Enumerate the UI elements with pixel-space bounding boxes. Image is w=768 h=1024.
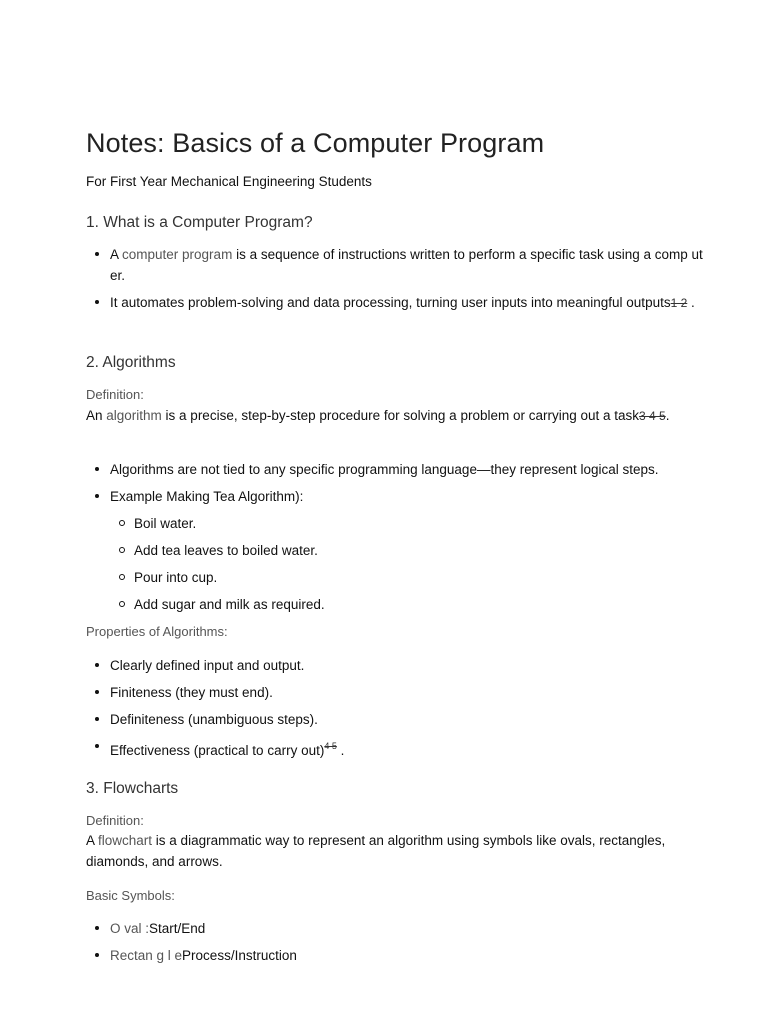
list-item: Add sugar and milk as required. (110, 594, 670, 615)
citation-marker[interactable]: 1 2 (670, 296, 688, 310)
list-item: Definiteness (unambiguous steps). (86, 709, 706, 730)
citation-marker[interactable]: 3 4 5 (639, 409, 666, 423)
symbol-name: Rectan g l e (110, 948, 183, 963)
symbol-description: Process/Instruction (182, 948, 297, 963)
list-item: A computer program is a sequence of instructions written to perform a specific task using a comp ut er. (86, 244, 706, 286)
properties-label: Properties of Algorithms: (86, 624, 228, 639)
list-item: Add tea leaves to boiled water. (110, 540, 670, 561)
list-item (86, 918, 706, 939)
basic-symbols-label: Basic Symbols: (86, 888, 175, 903)
section-heading-3: 3. Flowcharts (86, 780, 179, 797)
term-flowchart: flowchart (98, 833, 153, 848)
page-title: Notes: Basics of a Computer Program (86, 128, 545, 158)
term-computer-program: computer program (122, 247, 233, 262)
bullet-icon (95, 744, 99, 748)
algorithm-definition: An algorithm is a precise, step-by-step procedure for solving a problem or carrying out a task3 4 5. (86, 408, 670, 423)
tea-steps-list (110, 513, 670, 615)
symbol-description: Start/End (149, 921, 206, 936)
definition-label: Definition: (86, 813, 144, 828)
bullet-icon (95, 300, 99, 304)
citation-marker[interactable]: 4 5 (324, 741, 337, 751)
symbol-name: O val : (110, 921, 150, 936)
list-item: Clearly defined input and output. (86, 655, 706, 676)
bullet-icon (95, 717, 99, 721)
list-item: Finiteness (they must end). (86, 682, 706, 703)
list-item: Boil water. (110, 513, 670, 534)
properties-list (86, 655, 706, 761)
circle-bullet-icon (119, 601, 125, 607)
symbols-list (86, 918, 706, 966)
section-heading-2: 2. Algorithms (86, 354, 176, 371)
section-heading-1: 1. What is a Computer Program? (86, 214, 313, 231)
bullet-icon (95, 494, 99, 498)
list-item: Pour into cup. (110, 567, 670, 588)
bullet-icon (95, 690, 99, 694)
algorithm-bullets (86, 459, 706, 507)
flowchart-definition: A flowchart is a diagrammatic way to represent an algorithm using symbols like ovals, rectangles, diamonds, and arrows. (86, 833, 666, 869)
circle-bullet-icon (119, 574, 125, 580)
list-item: Example Making Tea Algorithm): (86, 486, 706, 507)
page-subtitle: For First Year Mechanical Engineering Students (86, 174, 372, 189)
circle-bullet-icon (119, 547, 125, 553)
bullet-icon (95, 953, 99, 957)
circle-bullet-icon (119, 520, 125, 526)
section-1-list (86, 244, 706, 314)
definition-label: Definition: (86, 387, 144, 402)
bullet-icon (95, 252, 99, 256)
list-item: Effectiveness (practical to carry out)$^{4 5}$ . (86, 736, 706, 761)
list-item: Algorithms are not tied to any specific programming language—they represent logical steps. (86, 459, 706, 480)
term-algorithm: algorithm (106, 408, 162, 423)
bullet-icon (95, 663, 99, 667)
bullet-icon (95, 926, 99, 930)
bullet-icon (95, 467, 99, 471)
list-item: It automates problem-solving and data processing, turning user inputs into meaningful outputs1 2 . (86, 292, 706, 314)
list-item (86, 945, 706, 966)
